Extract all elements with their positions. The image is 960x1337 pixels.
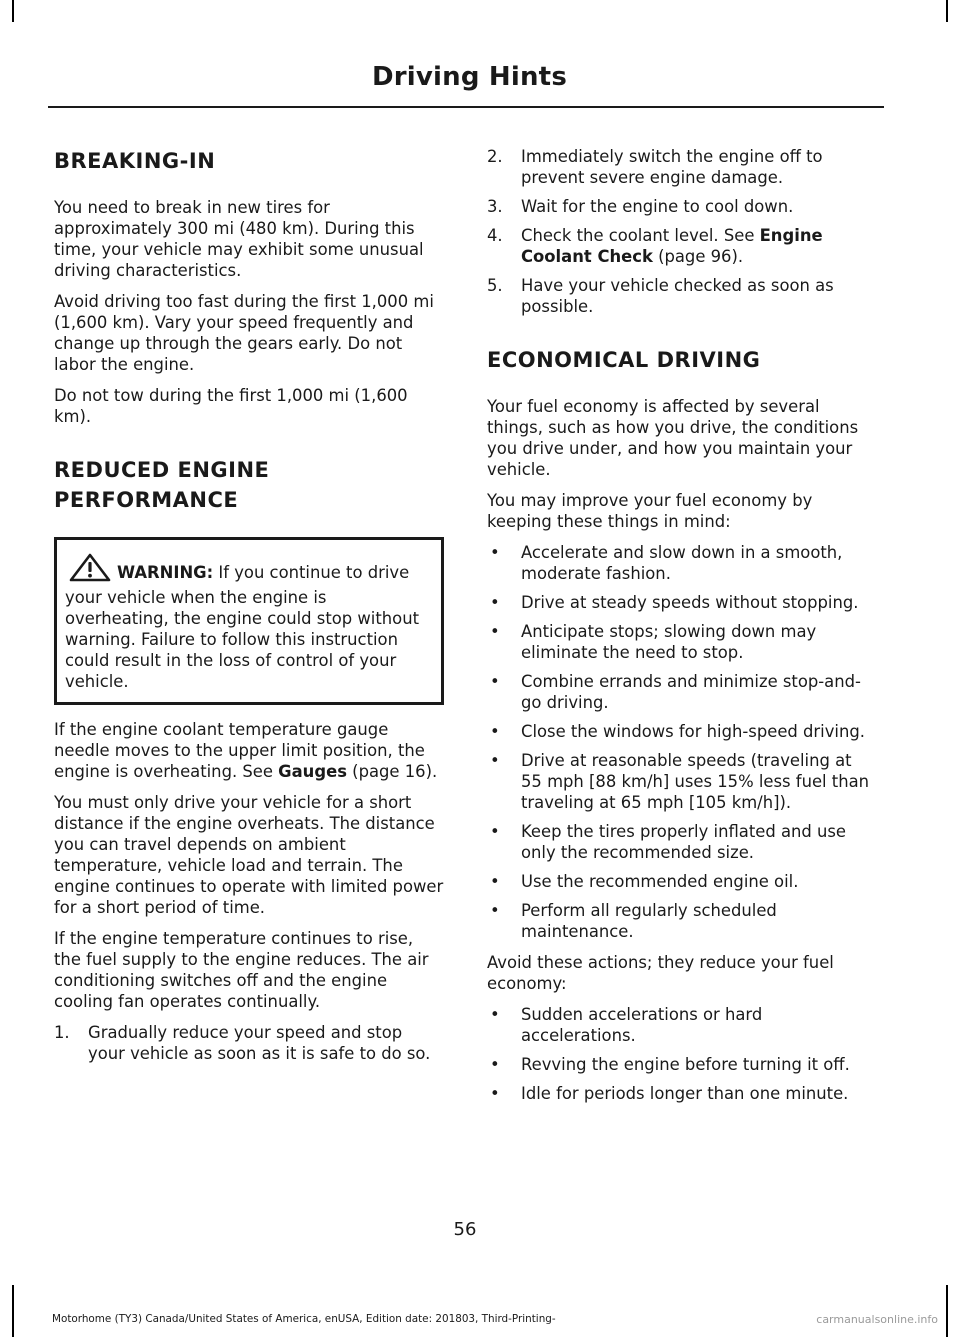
bullet: • (490, 622, 500, 641)
list-item-text: Revving the engine before turning it off. (521, 1055, 850, 1074)
bullet: • (490, 822, 500, 841)
step-number: 5. (487, 276, 503, 295)
warning-box (54, 537, 444, 705)
step-number: 1. (54, 1023, 70, 1042)
text-run: Check the coolant level. See (521, 226, 760, 245)
paragraph: You must only drive your vehicle for a short distance if the engine overheats. The distance you can travel depends on ambient temperature, vehicle load and terrain. The engine continues to operate with limited power for a short period of time. (54, 793, 444, 917)
list-item (487, 821, 877, 863)
paragraph: Your fuel economy is affected by several things, such as how you drive, the conditions you drive under, and how you maintain your vehicle. (487, 397, 859, 479)
bullet: • (490, 872, 500, 891)
list-item (487, 1054, 877, 1075)
right-column (487, 146, 877, 1114)
avoid-actions-list (487, 1004, 877, 1104)
list-item-text: Drive at reasonable speeds (traveling at 55 mph [88 km/h] uses 15% less fuel than traveling at 65 mph [105 km/h]). (521, 751, 870, 812)
cross-reference-link-engine-coolant-check[interactable]: Engine Coolant Check (521, 226, 823, 266)
list-item (487, 1083, 877, 1104)
section-heading-breaking-in: BREAKING-IN (54, 149, 216, 173)
paragraph (54, 719, 444, 782)
list-item (487, 146, 877, 188)
step-text: Gradually reduce your speed and stop your vehicle as soon as it is safe to do so. (88, 1023, 431, 1063)
edition-info: Motorhome (TY3) Canada/United States of America, enUSA, Edition date: 201803, Third-Printing- (52, 1313, 556, 1325)
list-item-text: Keep the tires properly inflated and use only the recommended size. (521, 822, 847, 862)
list-item (487, 592, 877, 613)
list-item (487, 900, 877, 942)
cross-reference-link-gauges[interactable]: Gauges (278, 762, 347, 781)
list-item (487, 871, 877, 892)
bullet: • (490, 672, 500, 691)
bullet: • (490, 901, 500, 920)
crop-mark (946, 0, 948, 22)
procedure-steps (487, 146, 877, 317)
list-item (487, 225, 877, 267)
list-item (487, 542, 877, 584)
bullet: • (490, 1055, 500, 1074)
list-item-text: Sudden accelerations or hard accelerations. (521, 1005, 763, 1045)
bullet: • (490, 543, 500, 562)
list-item-text: Accelerate and slow down in a smooth, moderate fashion. (521, 543, 843, 583)
step-number: 4. (487, 226, 503, 245)
paragraph: You may improve your fuel economy by keeping these things in mind: (487, 491, 813, 531)
list-item (487, 275, 877, 317)
warning-text: If you continue to drive your vehicle when the engine is overheating, the engine could stop without warning. Failure to follow this instruction could result in the loss of control of your vehicle. (65, 563, 420, 691)
list-item (487, 1004, 877, 1046)
list-item (487, 621, 877, 663)
header-rule (48, 106, 884, 108)
improve-economy-list (487, 542, 877, 942)
list-item (487, 671, 877, 713)
paragraph: You need to break in new tires for approximately 300 mi (480 km). During this time, your vehicle may exhibit some unusual driving characteristics. (54, 198, 424, 280)
list-item-text: Perform all regularly scheduled maintenance. (521, 901, 777, 941)
list-item (487, 750, 877, 813)
section-heading-reduced-engine-performance (54, 455, 444, 515)
step-number: 3. (487, 197, 503, 216)
list-item-text: Combine errands and minimize stop-and-go driving. (521, 672, 861, 712)
warning-label: WARNING: (117, 563, 214, 582)
section-heading-economical-driving: ECONOMICAL DRIVING (487, 348, 761, 372)
paragraph: If the engine temperature continues to rise, the fuel supply to the engine reduces. The air conditioning switches off and the engine cooling fan operates continually. (54, 929, 429, 1011)
crop-mark (946, 1285, 948, 1337)
bullet: • (490, 1005, 500, 1024)
list-item (487, 196, 877, 217)
list-item-text: Anticipate stops; slowing down may eliminate the need to stop. (521, 622, 817, 662)
bullet: • (490, 722, 500, 741)
list-item-text: Close the windows for high-speed driving. (521, 722, 865, 741)
heading-line: PERFORMANCE (54, 488, 239, 512)
bullet: • (490, 1084, 500, 1103)
bullet: • (490, 751, 500, 770)
text-run: (page 96). (652, 247, 744, 266)
text-run: (page 16). (346, 762, 438, 781)
step-text: Immediately switch the engine off to prevent severe engine damage. (521, 147, 823, 187)
list-item-text: Idle for periods longer than one minute. (521, 1084, 849, 1103)
step-number: 2. (487, 147, 503, 166)
page-header-title: Driving Hints (371, 62, 567, 92)
page-number: 56 (453, 1219, 477, 1240)
text-run: If the engine coolant temperature gauge needle moves to the upper limit position, the engine is overheating. See (54, 720, 425, 781)
paragraph: Avoid driving too fast during the first 1,000 mi (1,600 km). Vary your speed frequently and change up through the gears early. Do not labor the engine. (54, 292, 434, 374)
list-item (54, 1022, 444, 1064)
paragraph: Avoid these actions; they reduce your fuel economy: (487, 953, 834, 993)
crop-mark (12, 1285, 14, 1337)
step-text: Have your vehicle checked as soon as possible. (521, 276, 834, 316)
heading-line: REDUCED ENGINE (54, 458, 270, 482)
list-item-text: Use the recommended engine oil. (521, 872, 799, 891)
list-item (487, 721, 877, 742)
bullet: • (490, 593, 500, 612)
left-column (54, 146, 444, 1074)
crop-mark (12, 0, 14, 22)
procedure-steps (54, 1022, 444, 1064)
list-item-text: Drive at steady speeds without stopping. (521, 593, 859, 612)
watermark: carmanualsonline.info (816, 1313, 938, 1326)
warning-triangle-icon (65, 552, 115, 587)
paragraph: Do not tow during the first 1,000 mi (1,600 km). (54, 386, 408, 426)
step-text: Wait for the engine to cool down. (521, 197, 794, 216)
